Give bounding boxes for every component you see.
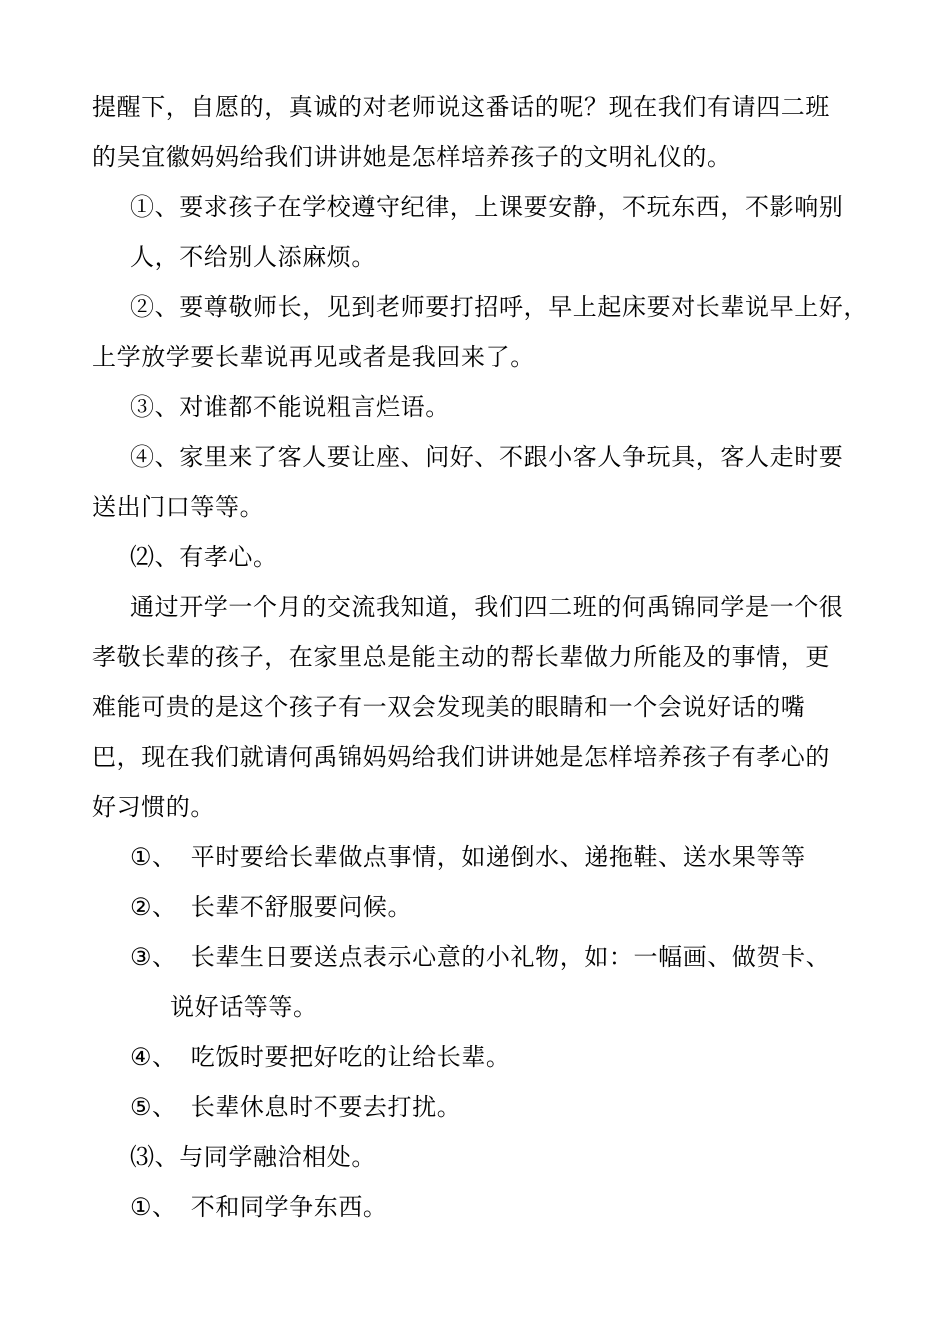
text-line: 通过开学一个月的交流我知道，我们四二班的何禹锦同学是一个很 xyxy=(130,593,844,621)
list-item xyxy=(130,1042,511,1072)
list-item-text: 吃饭时要把好吃的让给长辈。 xyxy=(190,1043,511,1071)
text-line: 巴，现在我们就请何禹锦妈妈给我们讲讲她是怎样培养孩子有孝心的 xyxy=(92,743,830,771)
text-line: 的吴宜徽妈妈给我们讲讲她是怎样培养孩子的文明礼仪的。 xyxy=(92,143,732,171)
list-item-text: 平时要给长辈做点事情，如递倒水、递拖鞋、送水果等等 xyxy=(190,843,806,871)
list-item-number: ④、 xyxy=(130,1043,177,1071)
list-item-text: 长辈休息时不要去打扰。 xyxy=(190,1093,462,1121)
list-item-text: 不和同学争东西。 xyxy=(190,1193,388,1221)
text-line: 人，不给别人添麻烦。 xyxy=(130,243,376,271)
list-item xyxy=(130,1092,461,1122)
list-item-text: 长辈生日要送点表示心意的小礼物，如：一幅画、做贺卡、 xyxy=(190,943,831,971)
section-heading: ⑵、有孝心。 xyxy=(130,543,278,571)
text-line: ④、家里来了客人要让座、问好、不跟小客人争玩具，客人走时要 xyxy=(130,443,844,471)
list-item-number: ⑤、 xyxy=(130,1093,177,1121)
text-line: ①、要求孩子在学校遵守纪律，上课要安静，不玩东西，不影响别 xyxy=(130,193,844,221)
text-line: 提醒下，自愿的，真诚的对老师说这番话的呢？现在我们有请四二班 xyxy=(92,93,830,121)
text-line: 上学放学要长辈说再见或者是我回来了。 xyxy=(92,343,535,371)
list-item xyxy=(130,842,806,872)
list-item-text: 长辈不舒服要问候。 xyxy=(190,893,413,921)
list-item-number: ①、 xyxy=(130,1193,177,1221)
list-item-text: 说好话等等。 xyxy=(170,993,318,1021)
text-line: ③、对谁都不能说粗言烂语。 xyxy=(130,393,450,421)
list-item-number: ②、 xyxy=(130,893,177,921)
text-line: ②、要尊敬师长，见到老师要打招呼，早上起床要对长辈说早上好， xyxy=(130,293,868,321)
list-item-continuation xyxy=(170,992,318,1022)
list-item xyxy=(130,892,412,922)
text-line: 难能可贵的是这个孩子有一双会发现美的眼睛和一个会说好话的嘴 xyxy=(92,693,806,721)
list-item xyxy=(130,1192,388,1222)
text-line: 孝敬长辈的孩子，在家里总是能主动的帮长辈做力所能及的事情，更 xyxy=(92,643,830,671)
text-line: 送出门口等等。 xyxy=(92,493,265,521)
section-heading: ⑶、与同学融洽相处。 xyxy=(130,1143,376,1171)
list-item-number: ①、 xyxy=(130,843,177,871)
text-line: 好习惯的。 xyxy=(92,793,215,821)
list-item xyxy=(130,942,830,972)
list-item-number: ③、 xyxy=(130,943,177,971)
